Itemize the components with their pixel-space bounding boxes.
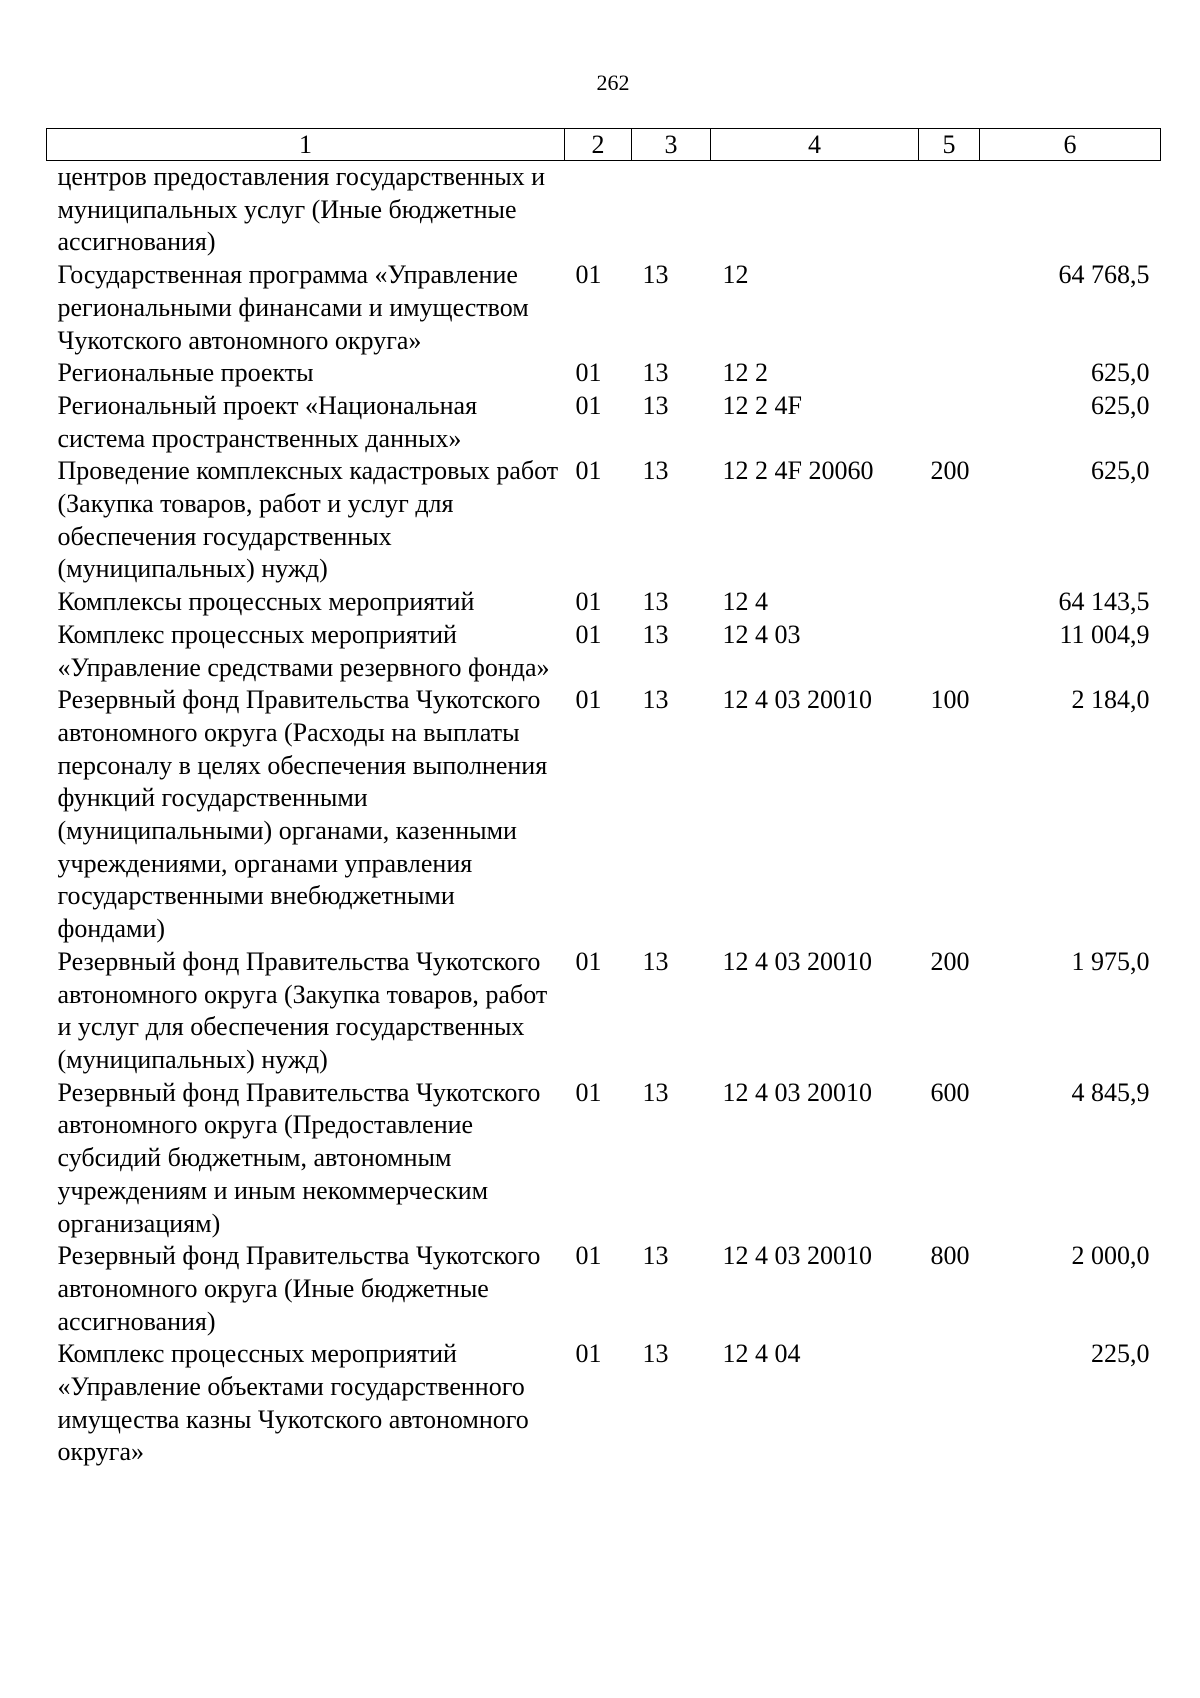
row-name: Региональный проект «Национальная система пространственных данных» bbox=[57, 390, 478, 453]
table-row bbox=[47, 259, 1161, 357]
row-section: 01 bbox=[575, 358, 602, 388]
row-subsection: 13 bbox=[642, 587, 669, 617]
row-expense-type bbox=[919, 357, 980, 390]
table-row bbox=[47, 619, 1161, 684]
table-row bbox=[47, 1240, 1161, 1338]
row-subsection: 13 bbox=[642, 619, 669, 649]
row-subsection: 13 bbox=[642, 260, 669, 290]
row-name: Государственная программа «Управление региональными финансами и имуществом Чукотского автономного округа» bbox=[57, 260, 529, 355]
row-amount: 4 845,9 bbox=[1071, 1077, 1150, 1107]
row-amount: 625,0 bbox=[1091, 390, 1150, 420]
row-target-article: 12 2 4F bbox=[722, 390, 802, 420]
row-expense-type bbox=[919, 390, 980, 455]
row-subsection: 13 bbox=[642, 1241, 669, 1271]
row-subsection: 13 bbox=[642, 1339, 669, 1369]
table-row bbox=[47, 946, 1161, 1077]
row-name: Комплекс процессных мероприятий «Управление объектами государственного имущества казны Чукотского автономного округа» bbox=[57, 1339, 529, 1467]
row-name: Комплексы процессных мероприятий bbox=[57, 587, 475, 617]
row-subsection: 13 bbox=[642, 1077, 669, 1107]
row-section: 01 bbox=[575, 390, 602, 420]
row-expense-type: 800 bbox=[930, 1241, 970, 1271]
table-row bbox=[47, 1077, 1161, 1241]
header-col-3: 3 bbox=[632, 129, 711, 161]
row-name: Резервный фонд Правительства Чукотского автономного округа (Закупка товаров, работ и услуг для обеспечения государственных (муниципальных) нужд) bbox=[57, 946, 548, 1074]
row-target-article: 12 2 4F 20060 bbox=[722, 456, 874, 486]
row-amount: 11 004,9 bbox=[1059, 619, 1150, 649]
row-target-article: 12 bbox=[722, 260, 749, 290]
row-section: 01 bbox=[575, 260, 602, 290]
header-col-2: 2 bbox=[565, 129, 632, 161]
row-expense-type bbox=[919, 161, 980, 260]
row-target-article: 12 4 03 20010 bbox=[722, 1241, 872, 1271]
header-col-6: 6 bbox=[980, 129, 1161, 161]
row-amount: 64 768,5 bbox=[1058, 260, 1150, 290]
row-subsection: 13 bbox=[642, 685, 669, 715]
table-row bbox=[47, 684, 1161, 946]
row-section: 01 bbox=[575, 685, 602, 715]
table-header-row bbox=[47, 129, 1161, 161]
table-row bbox=[47, 1338, 1161, 1469]
row-target-article: 12 4 03 20010 bbox=[722, 685, 872, 715]
header-col-4: 4 bbox=[711, 129, 919, 161]
row-amount bbox=[980, 161, 1161, 260]
row-amount: 64 143,5 bbox=[1058, 587, 1150, 617]
row-expense-type bbox=[919, 1338, 980, 1469]
row-target-article: 12 2 bbox=[722, 358, 768, 388]
row-amount: 225,0 bbox=[1091, 1339, 1150, 1369]
row-expense-type bbox=[919, 586, 980, 619]
row-amount: 2 184,0 bbox=[1071, 685, 1150, 715]
row-amount: 625,0 bbox=[1091, 358, 1150, 388]
row-section: 01 bbox=[575, 946, 602, 976]
row-expense-type: 600 bbox=[930, 1077, 970, 1107]
row-subsection: 13 bbox=[642, 358, 669, 388]
row-expense-type bbox=[919, 259, 980, 357]
row-subsection: 13 bbox=[642, 390, 669, 420]
row-amount: 1 975,0 bbox=[1071, 946, 1150, 976]
row-section: 01 bbox=[575, 1241, 602, 1271]
row-section: 01 bbox=[575, 1077, 602, 1107]
row-name: Региональные проекты bbox=[57, 358, 314, 388]
row-expense-type: 200 bbox=[930, 946, 970, 976]
row-target-article: 12 4 04 bbox=[722, 1339, 801, 1369]
row-amount: 2 000,0 bbox=[1071, 1241, 1150, 1271]
row-subsection: 13 bbox=[642, 456, 669, 486]
row-subsection bbox=[632, 161, 711, 260]
row-name: Резервный фонд Правительства Чукотского автономного округа (Предоставление субсидий бюджетным, автономным учреждениям и иным некоммерческим организациям) bbox=[57, 1077, 541, 1238]
row-expense-type: 200 bbox=[930, 456, 970, 486]
row-target-article: 12 4 bbox=[722, 587, 768, 617]
table-row bbox=[47, 357, 1161, 390]
table-row bbox=[47, 586, 1161, 619]
row-target-article: 12 4 03 20010 bbox=[722, 1077, 872, 1107]
header-col-1: 1 bbox=[47, 129, 565, 161]
row-section: 01 bbox=[575, 456, 602, 486]
row-name: Комплекс процессных мероприятий «Управление средствами резервного фонда» bbox=[57, 619, 550, 682]
header-col-5: 5 bbox=[919, 129, 980, 161]
row-name: центров предоставления государственных и муниципальных услуг (Иные бюджетные ассигнования) bbox=[57, 162, 546, 257]
row-subsection: 13 bbox=[642, 946, 669, 976]
row-expense-type bbox=[919, 619, 980, 684]
table-row bbox=[47, 161, 1161, 260]
row-amount: 625,0 bbox=[1091, 456, 1150, 486]
row-target-article: 12 4 03 20010 bbox=[722, 946, 872, 976]
row-section: 01 bbox=[575, 1339, 602, 1369]
page-number: 262 bbox=[596, 70, 630, 95]
row-name: Проведение комплексных кадастровых работ (Закупка товаров, работ и услуг для обеспечения государственных (муниципальных) нужд) bbox=[57, 456, 559, 584]
row-section bbox=[565, 161, 632, 260]
row-target-article: 12 4 03 bbox=[722, 619, 801, 649]
row-section: 01 bbox=[575, 587, 602, 617]
row-section: 01 bbox=[575, 619, 602, 649]
table-row bbox=[47, 455, 1161, 586]
row-expense-type: 100 bbox=[930, 685, 970, 715]
table-row bbox=[47, 390, 1161, 455]
row-target-article bbox=[711, 161, 919, 260]
budget-table bbox=[46, 128, 1161, 1469]
row-name: Резервный фонд Правительства Чукотского автономного округа (Расходы на выплаты персоналу в целях обеспечения выполнения функций государственными (муниципальными) органами, казенными учреждениями, органами управления государственными внебюджетными фондами) bbox=[57, 685, 548, 944]
row-name: Резервный фонд Правительства Чукотского автономного округа (Иные бюджетные ассигнования) bbox=[57, 1241, 541, 1336]
